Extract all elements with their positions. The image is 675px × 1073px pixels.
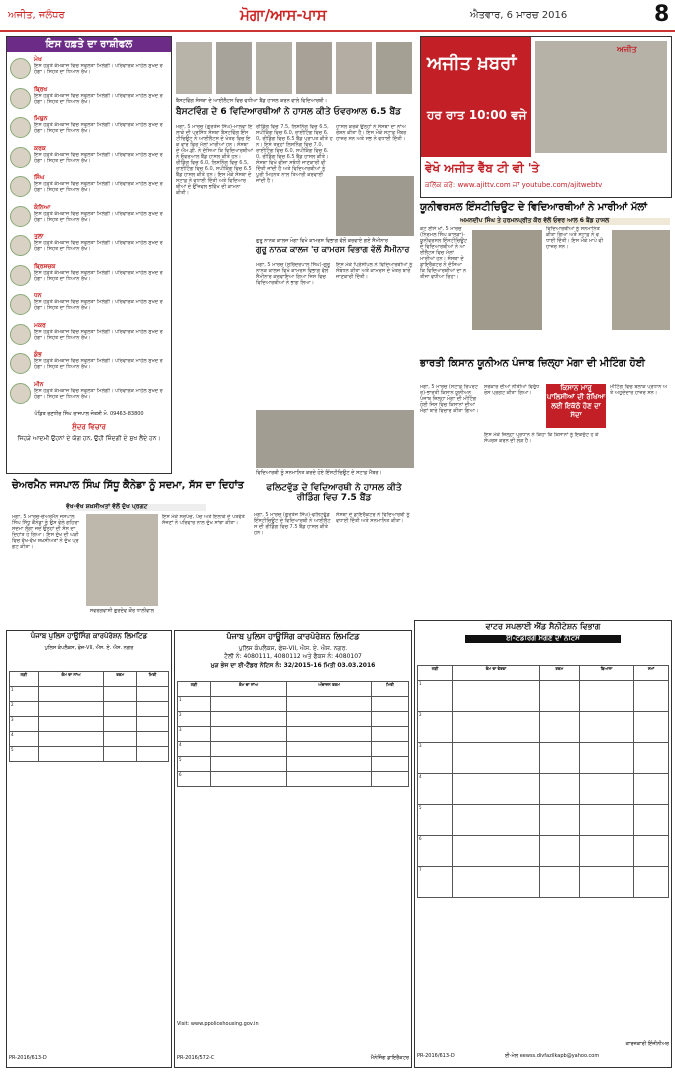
- horoscope-text: ਇਸ ਹਫ਼ਤੇ ਕੰਮਕਾਜ ਵਿਚ ਸਫਲਤਾ ਮਿਲੇਗੀ। ਪਰਿਵਾਰਕ ਮਾਹੌਲ ਸੁਖਦ ਰਹੇਗਾ। ਸਿਹਤ ਦਾ ਧਿਆਨ ਰੱਖੋ।: [34, 387, 163, 400]
- horoscope-item: [10, 291, 168, 320]
- page-header: [0, 0, 675, 32]
- ielts-headline: ਬੈਸਟਵਿੰਗ ਦੇ 6 ਵਿਦਿਆਰਥੀਆਂ ਨੇ ਹਾਸਲ ਕੀਤੇ ਓਵਰਆਲ 6.5 ਬੈਂਡ: [176, 107, 401, 117]
- tender-mid-website[interactable]: Visit: www.ppolicehousing.gov.in: [177, 1021, 259, 1027]
- zodiac-sign-name: ਕਰਕ: [34, 144, 46, 152]
- zodiac-sign-name: ਬ੍ਰਿਖ: [34, 85, 48, 93]
- zodiac-sign-name: ਮੀਨ: [34, 380, 44, 388]
- horoscope-item: [10, 380, 168, 409]
- kisan-highlight-box: ਕਿਸਾਨ ਮਾਰੂ ਪਾਲਿਸੀਆਂ ਦੀ ਰੱਖਿਆ ਲਈ ਇਕੱਠੇ ਹੋਣ ਦਾ ਸੱਦਾ: [546, 384, 606, 428]
- quote-text: ਜਿਹੜੇ ਆਦਮੀ ਉਹਨਾਂ ਦੇ ਯੋਗ ਹਨ, ਉਹੀ ਜ਼ਿੰਦਗੀ ਦੇ ਸੁਖ ਲੈਂਦੇ ਹਨ।: [17, 435, 161, 442]
- kisan-body-col3: ਇਸ ਮੌਕੇ ਜ਼ਿਲ੍ਹਾ ਪ੍ਰਧਾਨ ਨੇ ਕਿਹਾ ਕਿ ਕਿਸਾਨਾਂ ਨੂੰ ਇਕਜੁੱਟ ਹੋ ਕੇ ਸੰਘਰਸ਼ ਕਰਨ ਦੀ ਲੋੜ ਹੈ।: [484, 432, 599, 444]
- ad-photo: [535, 41, 667, 153]
- header-left: ਅਜੀਤ, ਜਲੰਧਰ: [8, 10, 65, 21]
- horoscope-text: ਇਸ ਹਫ਼ਤੇ ਕੰਮਕਾਜ ਵਿਚ ਸਫਲਤਾ ਮਿਲੇਗੀ। ਪਰਿਵਾਰਕ ਮਾਹੌਲ ਸੁਖਦ ਰਹੇਗਾ। ਸਿਹਤ ਦਾ ਧਿਆਨ ਰੱਖੋ।: [34, 151, 163, 164]
- horoscope-text: ਇਸ ਹਫ਼ਤੇ ਕੰਮਕਾਜ ਵਿਚ ਸਫਲਤਾ ਮਿਲੇਗੀ। ਪਰਿਵਾਰਕ ਮਾਹੌਲ ਸੁਖਦ ਰਹੇਗਾ। ਸਿਹਤ ਦਾ ਧਿਆਨ ਰੱਖੋ।: [34, 269, 163, 282]
- zodiac-icon: [10, 265, 31, 286]
- zodiac-icon: [10, 324, 31, 345]
- astrologer-credit: ਪੰਡਿਤ ਰਣਧੀਰ ਸਿੰਘ ਰਾਜਪਾਲ ਜੋਤਸ਼ੀ ਮੋ. 09463-83800: [34, 411, 144, 417]
- zodiac-sign-name: ਮਿਥੁਨ: [34, 115, 48, 122]
- zodiac-icon: [10, 58, 31, 79]
- chairman-subheadline: ਵੱਖ-ਵੱਖ ਸ਼ਖ਼ਸੀਅਤਾਂ ਵੱਲੋਂ ਦੁੱਖ ਪ੍ਰਗਟ: [66, 504, 206, 511]
- tender-right-sub: ਈ-ਟੈਂਡਰਿੰਗ ਮੰਗਣ ਦਾ ਨੋਟਿਸ: [465, 635, 621, 643]
- zodiac-sign-name: ਮੇਖ: [34, 56, 42, 63]
- fleetwood-body-col1: ਮੋਗਾ, 5 ਮਾਰਚ (ਗੁਰਤੇਜ ਸਿੰਘ)-ਫਲਿਟਵੁੱਡ ਇੰਸਟੀਚਿਊਟ ਦੇ ਵਿਦਿਆਰਥੀ ਨੇ ਆਈਲੈਟਸ ਦੀ ਰੀਡਿੰਗ ਵਿਚ 7.5 ਬੈਂਡ ਹਾਸਲ ਕੀਤੇ ਹਨ।: [254, 512, 331, 536]
- ad-links[interactable]: ਕਲਿੱਕ ਕਰੋ: www.ajittv.com ਜਾਂ youtube.com/ajitwebtv: [425, 181, 603, 189]
- header-section-title: ਮੋਗਾ/ਆਸ-ਪਾਸ: [240, 6, 327, 24]
- ajit-webtv-ad: [420, 36, 672, 198]
- horoscope-item: [10, 203, 168, 232]
- zodiac-sign-name: ਕੰਨਿਆ: [34, 203, 51, 211]
- tender-mid-tel: ਟੈਲੀ ਨੰ: 4080111, 4080112 ਅਤੇ ਫੈਕਸ ਨੰ: 4080107: [224, 653, 362, 660]
- tender-mid: [174, 630, 412, 1068]
- zodiac-icon: [10, 147, 31, 168]
- header-date: ਐਤਵਾਰ, 6 ਮਾਰਚ 2016: [470, 10, 568, 21]
- horoscope-text: ਇਸ ਹਫ਼ਤੇ ਕੰਮਕਾਜ ਵਿਚ ਸਫਲਤਾ ਮਿਲੇਗੀ। ਪਰਿਵਾਰਕ ਮਾਹੌਲ ਸੁਖਦ ਰਹੇਗਾ। ਸਿਹਤ ਦਾ ਧਿਆਨ ਰੱਖੋ।: [34, 181, 163, 193]
- ielts-body-col2: ਰੀਡਿੰਗ ਵਿਚ 7.5, ਲਿਸਨਿੰਗ ਵਿਚ 6.5, ਸਪੀਕਿੰਗ ਵਿਚ 6.0, ਰਾਈਟਿੰਗ ਵਿਚ 6.0, ਰੀਡਿੰਗ ਵਿਚ 6.5 ਬੈਂਡ ਪ੍ਰਾਪਤ ਕੀਤੇ ਹਨ। ਇਸੇ ਤਰ੍ਹਾਂ ਲਿਸਨਿੰਗ ਵਿਚ 7.0, ਰਾਈਟਿੰਗ ਵਿਚ 6.0, ਸਪੀਕਿੰਗ ਵਿਚ 6.0, ਰੀਡਿੰਗ ਵਿਚ 6.5 ਬੈਂਡ ਹਾਸਲ ਕੀਤੇ। ਸੰਸਥਾ ਵਿਖੇ ਵੀਜ਼ਾ ਸਬੰਧੀ ਜਾਣਕਾਰੀ ਵੀ ਦਿੱਤੀ ਜਾਂਦੀ ਹੈ ਅਤੇ ਵਿਦਿਆਰਥੀਆਂ ਨੂੰ ਪੂਰੀ ਮਿਹਨਤ ਨਾਲ ਤਿਆਰੀ ਕਰਵਾਈ ਜਾਂਦੀ ਹੈ।: [256, 124, 333, 184]
- kisan-headline: ਭਾਰਤੀ ਕਿਸਾਨ ਯੂਨੀਅਨ ਪੰਜਾਬ ਜ਼ਿਲ੍ਹਾ ਮੋਗਾ ਦੀ ਮੀਟਿੰਗ ਹੋਈ: [420, 358, 645, 369]
- zodiac-sign-name: ਬ੍ਰਿਸ਼ਚਕ: [34, 262, 56, 270]
- ad-watch: ਵੇਖੋ ਅਜੀਤ ਵੈੱਬ ਟੀ ਵੀ 'ਤੇ: [425, 161, 540, 175]
- tender-left-ref: PR-2016/613-D: [9, 1055, 47, 1061]
- horoscope-item: [10, 114, 168, 143]
- zodiac-icon: [10, 383, 31, 404]
- university-body-col2: ਵਿਦਿਆਰਥੀਆਂ ਨੂੰ ਸਨਮਾਨਿਤ ਕੀਤਾ ਗਿਆ ਅਤੇ ਸਟਾਫ਼ ਨੇ ਵਧਾਈ ਦਿੱਤੀ। ਇਸ ਮੌਕੇ ਮਾਪੇ ਵੀ ਹਾਜ਼ਰ ਸਨ।: [546, 226, 604, 250]
- horoscope-item: [10, 85, 168, 114]
- university-headline: ਯੂਨੀਵਰਸਲ ਇੰਸਟੀਚਿਊਟ ਦੇ ਵਿਦਿਆਰਥੀਆਂ ਨੇ ਮਾਰੀਆਂ ਮੱਲਾਂ: [420, 202, 647, 213]
- obit-photo: [86, 514, 158, 606]
- ielts-body-col3: ਹਾਸਲ ਕਰਕੇ ਉਨ੍ਹਾਂ ਨੇ ਸੰਸਥਾ ਦਾ ਨਾਂਅ ਰੌਸ਼ਨ ਕੀਤਾ ਹੈ। ਇਸ ਮੌਕੇ ਸਟਾਫ਼ ਮੈਂਬਰ ਹਾਜ਼ਰ ਸਨ ਅਤੇ ਸਭ ਨੇ ਵਧਾਈ ਦਿੱਤੀ।: [336, 124, 407, 142]
- chairman-headline: ਚੇਅਰਮੈਨ ਜਸਪਾਲ ਸਿੰਘ ਸਿੱਧੂ ਕੈਨੇਡਾ ਨੂੰ ਸਦਮਾ, ਸੱਸ ਦਾ ਦਿਹਾਂਤ: [12, 480, 244, 491]
- tender-left-address: ਪੁਲਿਸ ਕੰਪਲੈਕਸ, ਫੇਜ਼-VII, ਐਸ. ਏ. ਐਸ. ਨਗਰ: [44, 645, 134, 651]
- chairman-body-col1: ਮੋਗਾ, 5 ਮਾਰਚ-ਚੇਅਰਮੈਨ ਜਸਪਾਲ ਸਿੰਘ ਸਿੱਧੂ ਕੈਨੇਡਾ ਨੂੰ ਉਸ ਵੇਲੇ ਗਹਿਰਾ ਸਦਮਾ ਲੱਗਾ ਜਦੋਂ ਉਨ੍ਹਾਂ ਦੀ ਸੱਸ ਦਾ ਦਿਹਾਂਤ ਹੋ ਗਿਆ। ਇਸ ਦੁੱਖ ਦੀ ਘੜੀ ਵਿਚ ਵੱਖ-ਵੱਖ ਸ਼ਖ਼ਸੀਅਤਾਂ ਨੇ ਦੁੱਖ ਪ੍ਰਗਟ ਕੀਤਾ।: [12, 514, 79, 550]
- fleetwood-body-col2: ਸੰਸਥਾ ਦੇ ਡਾਇਰੈਕਟਰ ਨੇ ਵਿਦਿਆਰਥੀ ਨੂੰ ਵਧਾਈ ਦਿੱਤੀ ਅਤੇ ਸਨਮਾਨਿਤ ਕੀਤਾ।: [336, 512, 410, 524]
- horoscope-text: ਇਸ ਹਫ਼ਤੇ ਕੰਮਕਾਜ ਵਿਚ ਸਫਲਤਾ ਮਿਲੇਗੀ। ਪਰਿਵਾਰਕ ਮਾਹੌਲ ਸੁਖਦ ਰਹੇਗਾ। ਸਿਹਤ ਦਾ ਧਿਆਨ ਰੱਖੋ।: [34, 240, 163, 252]
- tender-mid-address: ਪੁਲਿਸ ਕੰਪਲੈਕਸ, ਫੇਜ਼-VII, ਐਸ. ਏ. ਐਸ. ਨਗਰ.: [238, 645, 348, 652]
- horoscope-item: [10, 321, 168, 350]
- tender-right: [414, 620, 672, 1068]
- ielts-body-col1: ਮੋਗਾ, 5 ਮਾਰਚ (ਗੁਰਤੇਜ ਸਿੰਘ)-ਮਾਲਵਾ ਇਲਾਕੇ ਦੀ ਪ੍ਰਸਿੱਧ ਸੰਸਥਾ ਬੈਸਟਵਿੰਗ ਇੰਸਟੀਚਿਊਟ ਨੇ ਆਈਲੈਟਸ ਦੇ ਖੇਤਰ ਵਿਚ ਇਕ ਵਾਰ ਫਿਰ ਮੱਲਾਂ ਮਾਰੀਆਂ ਹਨ। ਸੰਸਥਾ ਦੇ ਐਮ.ਡੀ. ਨੇ ਦੱਸਿਆ ਕਿ ਵਿਦਿਆਰਥੀਆਂ ਨੇ ਓਵਰਆਲ ਬੈਂਡ ਹਾਸਲ ਕੀਤੇ ਹਨ। ਰੀਡਿੰਗ ਵਿਚ 6.0, ਲਿਸਨਿੰਗ ਵਿਚ 6.5, ਰਾਈਟਿੰਗ ਵਿਚ 6.0, ਸਪੀਕਿੰਗ ਵਿਚ 6.5 ਬੈਂਡ ਹਾਸਲ ਕੀਤੇ ਹਨ। ਇਸ ਮੌਕੇ ਸੰਸਥਾ ਦੇ ਸਟਾਫ਼ ਨੇ ਵਧਾਈ ਦਿੱਤੀ ਅਤੇ ਵਿਦਿਆਰਥੀਆਂ ਦੇ ਉੱਜਵਲ ਭਵਿੱਖ ਦੀ ਕਾਮਨਾ ਕੀਤੀ।: [176, 124, 253, 196]
- horoscope-text: ਇਸ ਹਫ਼ਤੇ ਕੰਮਕਾਜ ਵਿਚ ਸਫਲਤਾ ਮਿਲੇਗੀ। ਪਰਿਵਾਰਕ ਮਾਹੌਲ ਸੁਖਦ ਰਹੇਗਾ। ਸਿਹਤ ਦਾ ਧਿਆਨ ਰੱਖੋ।: [34, 210, 163, 223]
- tender-mid-title: ਪੰਜਾਬ ਪੁਲਿਸ ਹਾਊਸਿੰਗ ਕਾਰਪੋਰੇਸ਼ਨ ਲਿਮਟਿਡ: [226, 632, 360, 641]
- seminar-body-col1: ਮੋਗਾ, 5 ਮਾਰਚ (ਸੁਰਿੰਦਰਪਾਲ ਸਿੰਘ)-ਗੁਰੂ ਨਾਨਕ ਕਾਲਜ ਵਿਖੇ ਕਾਮਰਸ ਵਿਭਾਗ ਵੱਲੋਂ ਸੈਮੀਨਾਰ ਕਰਵਾਇਆ ਗਿਆ ਜਿਸ ਵਿਚ ਵਿਦਿਆਰਥੀਆਂ ਨੇ ਭਾਗ ਲਿਆ।: [256, 262, 330, 286]
- zodiac-sign-name: ਧਨ: [34, 292, 42, 299]
- seminar-body-col2: ਇਸ ਮੌਕੇ ਪ੍ਰਿੰਸੀਪਲ ਨੇ ਵਿਦਿਆਰਥੀਆਂ ਨੂੰ ਸੰਬੋਧਨ ਕੀਤਾ ਅਤੇ ਕਾਮਰਸ ਦੇ ਖੇਤਰ ਬਾਰੇ ਜਾਣਕਾਰੀ ਦਿੱਤੀ।: [336, 262, 413, 280]
- zodiac-icon: [10, 206, 31, 227]
- horoscope-text: ਇਸ ਹਫ਼ਤੇ ਕੰਮਕਾਜ ਵਿਚ ਸਫਲਤਾ ਮਿਲੇਗੀ। ਪਰਿਵਾਰਕ ਮਾਹੌਲ ਸੁਖਦ ਰਹੇਗਾ। ਸਿਹਤ ਦਾ ਧਿਆਨ ਰੱਖੋ।: [34, 63, 163, 75]
- seminar-photo: [336, 176, 414, 236]
- zodiac-sign-name: ਸਿੰਘ: [34, 174, 45, 181]
- ad-time: ਹਰ ਰਾਤ 10:00 ਵਜੇ: [427, 108, 527, 122]
- fleetwood-caption: ਵਿਦਿਆਰਥੀ ਨੂੰ ਸਨਮਾਨਿਤ ਕਰਦੇ ਹੋਏ ਇੰਸਟੀਚਿਊਟ ਦੇ ਸਟਾਫ਼ ਮੈਂਬਰ।: [256, 470, 382, 476]
- tender-left: [6, 630, 172, 1068]
- fleetwood-photo: [256, 410, 414, 468]
- horoscope-item: [10, 173, 168, 202]
- kisan-body-col4: ਮੀਟਿੰਗ ਵਿਚ ਬਲਾਕ ਪ੍ਰਧਾਨ ਅਤੇ ਅਹੁਦੇਦਾਰ ਹਾਜ਼ਰ ਸਨ।: [610, 384, 668, 396]
- horoscope-list: [10, 55, 168, 409]
- quote-title: ਸੁੰਦਰ ਵਿਚਾਰ: [72, 423, 106, 431]
- ielts-caption: ਬੈਸਟਵਿੰਗ ਸੰਸਥਾ ਦੇ ਆਈਲੈਟਸ ਵਿਚ ਵਧੀਆ ਬੈਂਡ ਹਾਸਲ ਕਰਨ ਵਾਲੇ ਵਿਦਿਆਰਥੀ।: [176, 98, 328, 104]
- zodiac-icon: [10, 88, 31, 109]
- zodiac-icon: [10, 117, 31, 138]
- kisan-body-col1: ਮੋਗਾ, 5 ਮਾਰਚ (ਸਟਾਫ਼ ਰਿਪੋਰਟਰ)-ਭਾਰਤੀ ਕਿਸਾਨ ਯੂਨੀਅਨ ਪੰਜਾਬ ਜ਼ਿਲ੍ਹਾ ਮੋਗਾ ਦੀ ਮੀਟਿੰਗ ਹੋਈ ਜਿਸ ਵਿਚ ਕਿਸਾਨਾਂ ਦੀਆਂ ਮੰਗਾਂ ਬਾਰੇ ਵਿਚਾਰ ਕੀਤਾ ਗਿਆ।: [420, 384, 479, 414]
- university-photo: [472, 230, 542, 330]
- zodiac-icon: [10, 176, 31, 197]
- horoscope-item: [10, 144, 168, 173]
- ielts-photos: [176, 36, 413, 98]
- page-number: 8: [654, 2, 670, 27]
- horoscope-panel: [6, 36, 172, 474]
- university-photo-2: [612, 230, 670, 330]
- zodiac-icon: [10, 294, 31, 315]
- university-body-col1: ਕੋਟ ਈਸੇ ਖਾਂ, 5 ਮਾਰਚ (ਨਿਰਮਲ ਸਿੰਘ ਕਾਲੜਾ)-ਯੂਨੀਵਰਸਲ ਇੰਸਟੀਚਿਊਟ ਦੇ ਵਿਦਿਆਰਥੀਆਂ ਨੇ ਆਈਲੈਟਸ ਵਿਚ ਮੱਲਾਂ ਮਾਰੀਆਂ ਹਨ। ਸੰਸਥਾ ਦੇ ਡਾਇਰੈਕਟਰ ਨੇ ਦੱਸਿਆ ਕਿ ਵਿਦਿਆਰਥੀਆਂ ਦਾ ਨਤੀਜਾ ਵਧੀਆ ਰਿਹਾ।: [420, 226, 468, 280]
- horoscope-item: [10, 262, 168, 291]
- seminar-caption: ਗੁਰੂ ਨਾਨਕ ਕਾਲਜ ਮੋਗਾ ਵਿਖੇ ਕਾਮਰਸ ਵਿਭਾਗ ਵੱਲੋਂ ਕਰਵਾਏ ਗਏ ਸੈਮੀਨਾਰ: [256, 238, 388, 244]
- kisan-body-col2: ਸਰਕਾਰ ਦੀਆਂ ਨੀਤੀਆਂ ਵਿਰੁੱਧ ਰੋਸ ਪ੍ਰਗਟ ਕੀਤਾ ਗਿਆ।: [484, 384, 540, 396]
- horoscope-item: [10, 232, 168, 261]
- tender-right-title: ਵਾਟਰ ਸਪਲਾਈ ਐਂਡ ਸੈਨੀਟੇਸ਼ਨ ਵਿਭਾਗ: [485, 622, 601, 631]
- fleetwood-headline: ਫਲਿਟਵੁੱਡ ਦੇ ਵਿਦਿਆਰਥੀ ਨੇ ਹਾਸਲ ਕੀਤੇ ਰੀਡਿੰਗ ਵਿਚ 7.5 ਬੈਂਡ: [266, 483, 402, 503]
- horoscope-text: ਇਸ ਹਫ਼ਤੇ ਕੰਮਕਾਜ ਵਿਚ ਸਫਲਤਾ ਮਿਲੇਗੀ। ਪਰਿਵਾਰਕ ਮਾਹੌਲ ਸੁਖਦ ਰਹੇਗਾ। ਸਿਹਤ ਦਾ ਧਿਆਨ ਰੱਖੋ।: [34, 122, 163, 134]
- horoscope-text: ਇਸ ਹਫ਼ਤੇ ਕੰਮਕਾਜ ਵਿਚ ਸਫਲਤਾ ਮਿਲੇਗੀ। ਪਰਿਵਾਰਕ ਮਾਹੌਲ ਸੁਖਦ ਰਹੇਗਾ। ਸਿਹਤ ਦਾ ਧਿਆਨ ਰੱਖੋ।: [34, 328, 163, 341]
- zodiac-icon: [10, 353, 31, 374]
- tender-mid-notice: ਮੁੜ ਭੇਜ ਦਾ ਈ-ਟੈਂਡਰ ਨੋਟਿਸ ਨੰ: 32/2015-16 ਮਿਤੀ 03.03.2016: [210, 662, 376, 669]
- horoscope-title: ਇਸ ਹਫ਼ਤੇ ਦਾ ਰਾਸ਼ੀਫਲ: [7, 37, 171, 52]
- ad-title: ਅਜੀਤ ਖ਼ਬਰਾਂ: [427, 53, 517, 74]
- university-subheadline: ਅਮਨਦੀਪ ਸਿੰਘ ਤੇ ਹਰਮਨਪ੍ਰੀਤ ਕੌਰ ਵੱਲੋਂ ਓਵਰ ਆਲ 6 ਬੈਂਡ ਹਾਸਲ: [460, 218, 670, 225]
- seminar-headline: ਗੁਰੂ ਨਾਨਕ ਕਾਲਜ 'ਚ ਕਾਮਰਸ ਵਿਭਾਗ ਵੱਲੋਂ ਸੈਮੀਨਾਰ: [256, 245, 410, 254]
- horoscope-text: ਇਸ ਹਫ਼ਤੇ ਕੰਮਕਾਜ ਵਿਚ ਸਫਲਤਾ ਮਿਲੇਗੀ। ਪਰਿਵਾਰਕ ਮਾਹੌਲ ਸੁਖਦ ਰਹੇਗਾ। ਸਿਹਤ ਦਾ ਧਿਆਨ ਰੱਖੋ।: [34, 92, 163, 105]
- tender-left-title: ਪੰਜਾਬ ਪੁਲਿਸ ਹਾਊਸਿੰਗ ਕਾਰਪੋਰੇਸ਼ਨ ਲਿਮਟਿਡ: [30, 632, 148, 640]
- horoscope-item: [10, 55, 168, 84]
- zodiac-sign-name: ਮਕਰ: [34, 321, 46, 329]
- tender-right-table: ਲੜੀ ਕੰਮ ਦਾ ਵੇਰਵਾ ਰਕਮ ਬਿਆਨਾ ਸਮਾਂ 1 2 3 4 5 6 7: [417, 665, 669, 898]
- tender-right-email[interactable]: ਈ-ਮੇਲ eewss.divfazilkapb@yahoo.com: [505, 1053, 600, 1059]
- tender-right-ref: PR-2016/613-D: [417, 1053, 455, 1059]
- zodiac-icon: [10, 235, 31, 256]
- tender-left-table: ਲੜੀ ਕੰਮ ਦਾ ਨਾਂਅ ਰਕਮ ਮਿਤੀ 1 2 3 4 5: [9, 671, 169, 762]
- tender-right-sign: ਕਾਰਜਕਾਰੀ ਇੰਜੀਨੀਅਰ: [625, 1041, 669, 1047]
- ad-logo: ਅਜੀਤ: [617, 45, 637, 54]
- tender-mid-ref: PR-2016/572-C: [177, 1055, 215, 1061]
- tender-mid-sign: ਮੈਨੇਜਿੰਗ ਡਾਇਰੈਕਟਰ: [370, 1055, 409, 1061]
- horoscope-item: [10, 350, 168, 379]
- tender-mid-table: ਲੜੀ ਕੰਮ ਦਾ ਨਾਂਅ ਅੰਦਾਜ਼ਨ ਰਕਮ ਮਿਤੀ 1 2 3 4 5 6: [177, 681, 409, 787]
- horoscope-text: ਇਸ ਹਫ਼ਤੇ ਕੰਮਕਾਜ ਵਿਚ ਸਫਲਤਾ ਮਿਲੇਗੀ। ਪਰਿਵਾਰਕ ਮਾਹੌਲ ਸੁਖਦ ਰਹੇਗਾ। ਸਿਹਤ ਦਾ ਧਿਆਨ ਰੱਖੋ।: [34, 299, 163, 311]
- zodiac-sign-name: ਕੁੰਭ: [34, 351, 42, 358]
- chairman-body-col3: ਇਸ ਮੌਕੇ ਸਰਪੰਚ, ਪੰਚ ਅਤੇ ਇਲਾਕੇ ਦੇ ਪਤਵੰਤੇ ਸੱਜਣਾਂ ਨੇ ਪਰਿਵਾਰ ਨਾਲ ਦੁੱਖ ਸਾਂਝਾ ਕੀਤਾ।: [162, 514, 245, 526]
- obit-caption: ਸਵਰਗਵਾਸੀ ਗੁਰਦੇਵ ਕੌਰ ਧਾਲੀਵਾਲ: [89, 608, 155, 614]
- zodiac-sign-name: ਤੁਲਾ: [34, 233, 44, 240]
- horoscope-text: ਇਸ ਹਫ਼ਤੇ ਕੰਮਕਾਜ ਵਿਚ ਸਫਲਤਾ ਮਿਲੇਗੀ। ਪਰਿਵਾਰਕ ਮਾਹੌਲ ਸੁਖਦ ਰਹੇਗਾ। ਸਿਹਤ ਦਾ ਧਿਆਨ ਰੱਖੋ।: [34, 358, 163, 370]
